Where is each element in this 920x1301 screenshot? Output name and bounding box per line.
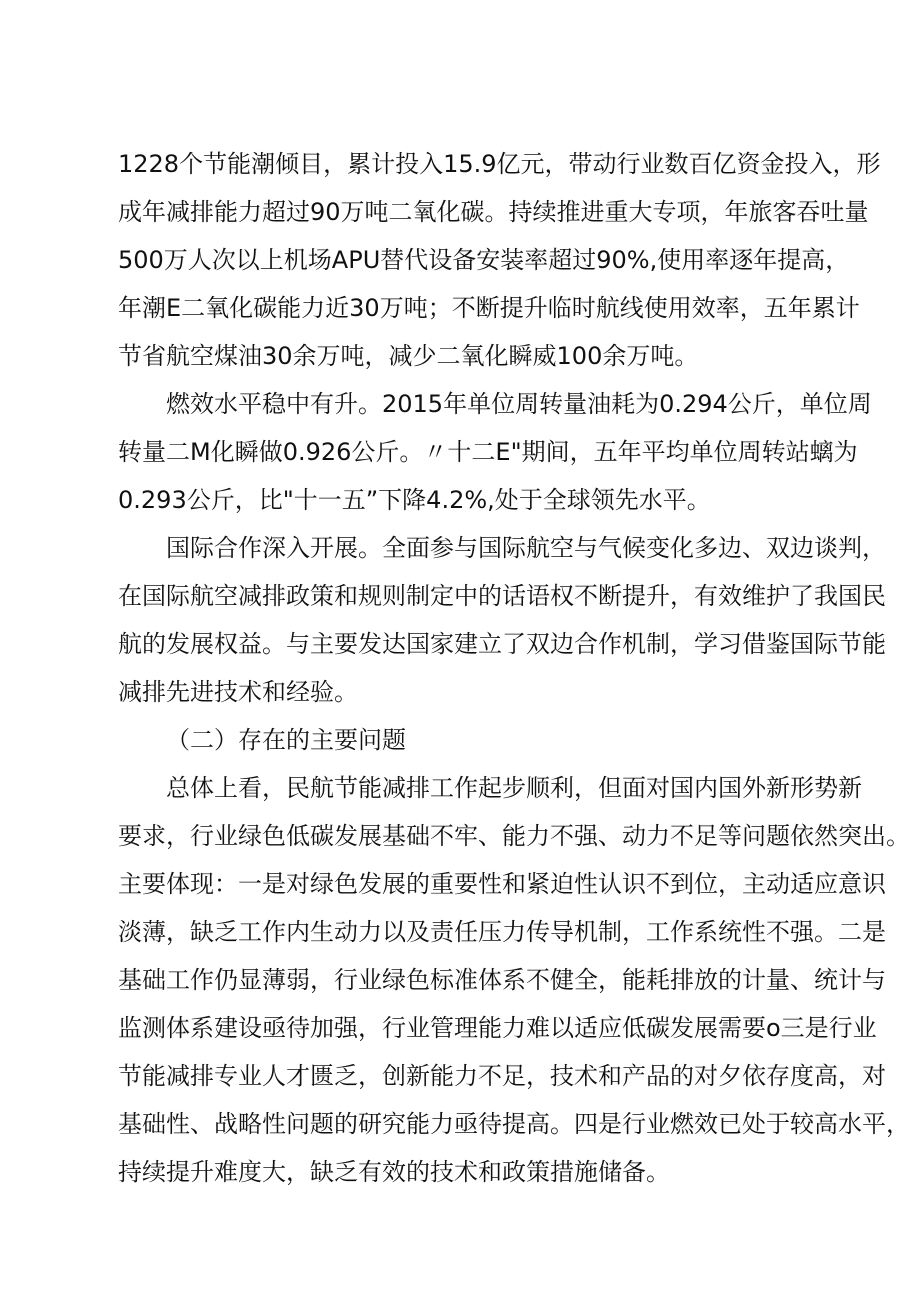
paragraph-line: 总体上看，民航节能减排工作起步顺利，但面对国内国外新形势新 bbox=[166, 774, 862, 802]
section-heading: （二）存在的主要问题 bbox=[166, 726, 406, 754]
paragraph-line: 成年减排能力超过90万吨二氧化碳。持续推进重大专项，年旅客吞吐量 bbox=[118, 198, 869, 226]
paragraph-line: 航的发展权益。与主要发达国家建立了双边合作机制，学习借鉴国际节能 bbox=[118, 630, 886, 658]
paragraph-line: 持续提升难度大，缺乏有效的技术和政策措施储备。 bbox=[118, 1158, 670, 1186]
paragraph-line: 国际合作深入开展。全面参与国际航空与气候变化多边、双边谈判， bbox=[166, 534, 886, 562]
paragraph-line: 年潮E二氧化碳能力近30万吨；不断提升临时航线使用效率，五年累计 bbox=[118, 294, 860, 322]
paragraph-line: 0.293公斤，比"十一五”下降4.2%,处于全球领先水平。 bbox=[118, 486, 711, 514]
paragraph-line: 500万人次以上机场APU替代设备安装率超过90%,使用率逐年提高， bbox=[118, 246, 850, 274]
paragraph-line: 减排先进技术和经验。 bbox=[118, 678, 358, 706]
paragraph-line: 燃效水平稳中有升。2015年单位周转量油耗为0.294公斤，单位周 bbox=[166, 390, 872, 418]
paragraph-line: 转量二M化瞬做0.926公斤。〃十二E"期间，五年平均单位周转站螭为 bbox=[118, 438, 858, 466]
paragraph-line: 要求，行业绿色低碳发展基础不牢、能力不强、动力不足等问题依然突出。 bbox=[118, 822, 910, 850]
paragraph-line: 主要体现：一是对绿色发展的重要性和紧迫性认识不到位，主动适应意识 bbox=[118, 870, 886, 898]
paragraph-line: 节省航空煤油30余万吨，减少二氧化瞬威100余万吨。 bbox=[118, 342, 699, 370]
paragraph-line: 淡薄，缺乏工作内生动力以及责任压力传导机制，工作系统性不强。二是 bbox=[118, 918, 886, 946]
paragraph-line: 监测体系建设亟待加强，行业管理能力难以适应低碳发展需要o三是行业 bbox=[118, 1014, 877, 1042]
paragraph-line: 在国际航空减排政策和规则制定中的话语权不断提升，有效维护了我国民 bbox=[118, 582, 886, 610]
paragraph-line: 基础工作仍显薄弱，行业绿色标准体系不健全，能耗排放的计量、统计与 bbox=[118, 966, 886, 994]
paragraph-line: 节能减排专业人才匮乏，创新能力不足，技术和产品的对夕依存度高，对 bbox=[118, 1062, 886, 1090]
paragraph-line: 基础性、战略性问题的研究能力亟待提高。四是行业燃效已处于较高水平， bbox=[118, 1110, 910, 1138]
paragraph-line: 1228个节能潮倾目，累计投入15.9亿元，带动行业数百亿资金投入，形 bbox=[118, 150, 881, 178]
